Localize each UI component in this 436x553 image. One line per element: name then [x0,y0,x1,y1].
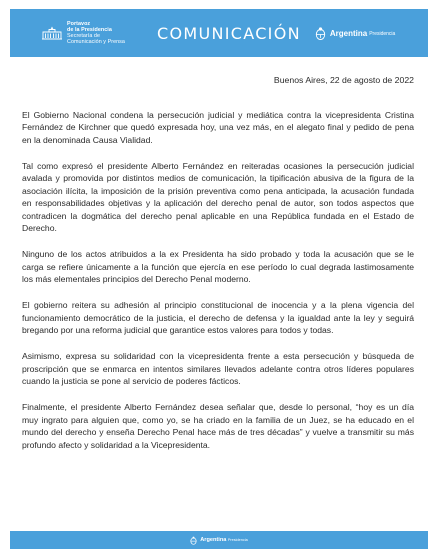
logo-line: Secretaría de [67,33,101,39]
logo-line: Portavoz [67,20,91,27]
paragraph: Finalmente, el presidente Alberto Fernández desea señalar que, desde lo personal, “hoy es un día muy ingrato para alguien que, como yo, se ha criado en la familia de un Juez, se ha educado en el mundo del derecho y enseña Derecho Penal hace más de tres décadas” y vuelve a transmitir su más profundo afecto y solidaridad a la Vicepresidenta. [22,402,414,450]
paragraph: Asimismo, expresa su solidaridad con la vicepresidenta frente a esta persecución y búsqueda de proscripción que se enmarca en intentos similares llevados adelante contra otros líderes populares cuando la justicia se pone al servicio de poderes fácticos. [22,351,414,387]
paragraph: El gobierno reitera su adhesión al principio constitucional de inocencia y a la plena vigencia del funcionamiento democrático de la justicia, el derecho de defensa y la igualdad ante la ley y seguirá bregando por una reforma judicial que garantice estos valores para todos y todas. [22,300,414,336]
brand-name: Argentina [329,28,368,38]
paragraph: Tal como expresó el presidente Alberto Fernández en reiteradas ocasiones la persecución judicial avalada y promovida por distintos medios de comunicación, la tipificación abusiva de la figura de la asociación ilícita, la imposición de la prisión preventiva como pena anticipada, la acusación fundada en responsabilidades objetivas y la aplicación del derecho penal de autor, son todos aspectos que contradicen la dogmática del derecho penal aplicable en una República fundada en el Estado de Derecho. [22,160,414,234]
casa-rosada-icon [41,26,63,40]
dateline: Buenos Aires, 22 de agosto de 2022 [273,75,414,85]
argentina-logo [315,27,395,40]
logo-line: Comunicación y Prensa [67,39,125,46]
header-banner [10,9,428,57]
national-emblem-icon [315,27,326,40]
national-emblem-icon [190,536,197,545]
paragraph: Ninguno de los actos atribuidos a la ex Presidenta ha sido probado y toda la acusación que se le carga se refiere únicamente a la función que ejercía en ese período lo cual degrada lastimosamente los más elementales principios del Derecho Penal moderno. [22,249,414,285]
press-release [22,64,414,465]
header-title: COMUNICACIÓN [157,23,301,43]
logo-line: de la Presidencia [67,26,112,33]
footer-brand-name: Argentina [200,537,227,543]
footer-brand-sub: Presidencia [227,538,248,542]
brand-sub: Presidencia [369,31,396,37]
paragraph: El Gobierno Nacional condena la persecución judicial y mediática contra la vicepresidenta Cristina Fernández de Kirchner que quedó expresada hoy, una vez más, en el alegato final y pedido de pena en la denominada Causa Vialidad. [22,109,414,145]
footer-banner [10,531,428,549]
portavoz-logo [41,21,147,46]
